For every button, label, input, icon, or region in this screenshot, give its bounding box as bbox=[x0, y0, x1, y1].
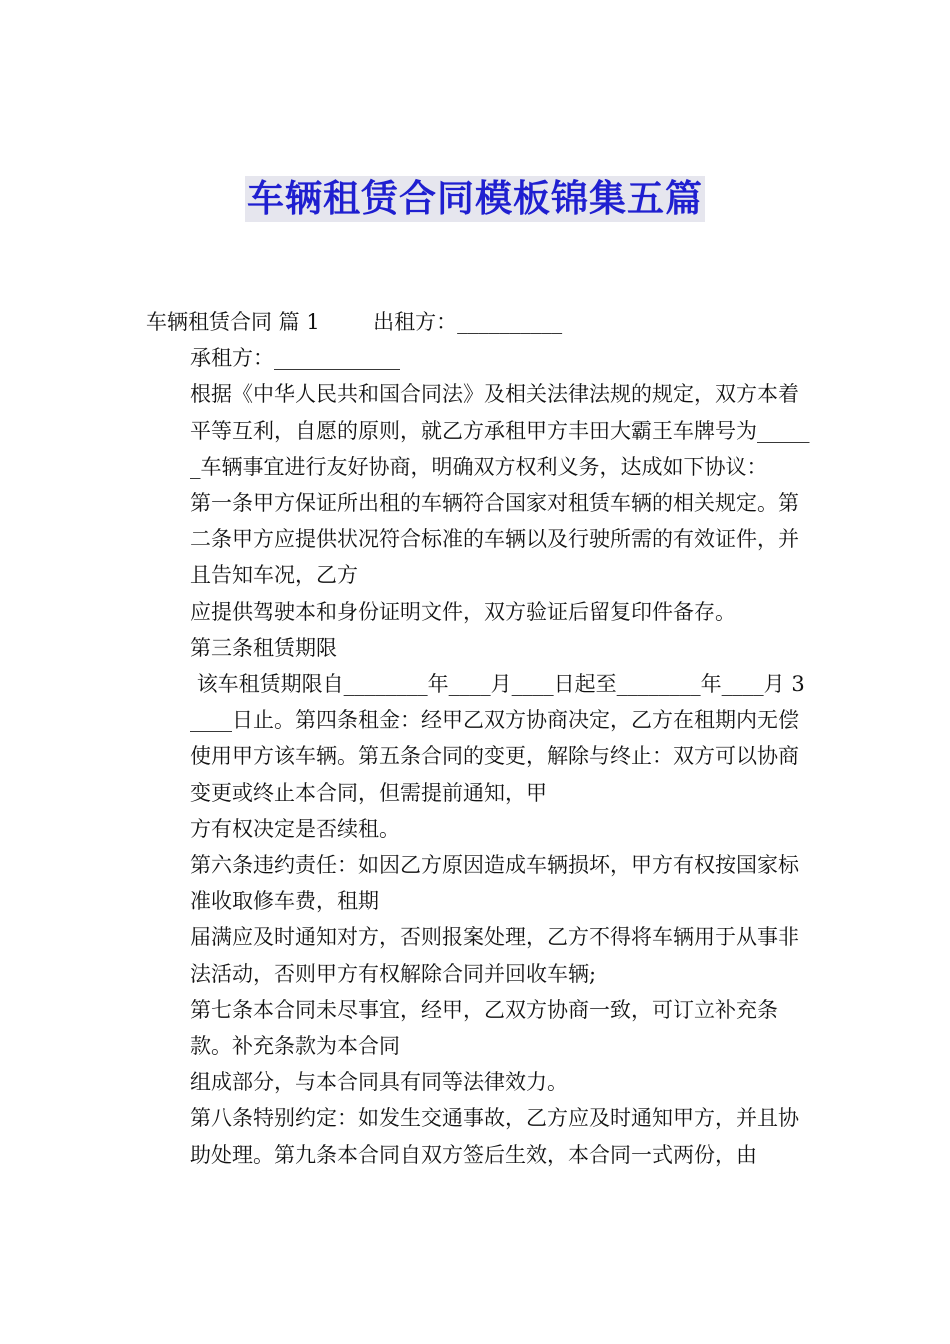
paragraph: 根据《中华人民共和国合同法》及相关法律法规的规定，双方本着平等互利，自愿的原则，就乙方承租甲方丰田大霸王车牌号为______车辆事宜进行友好协商，明确双方权利义务，达成如下协议： bbox=[190, 382, 810, 479]
paragraph: 第七条本合同未尽事宜，经甲，乙双方协商一致，可订立补充条款。补充条款为本合同 bbox=[190, 997, 778, 1059]
paragraph: 第一条甲方保证所出租的车辆符合国家对租赁车辆的相关规定。第二条甲方应提供状况符合标准的车辆以及行驶所需的有效证件，并且告知车况，乙方 bbox=[190, 491, 799, 588]
paragraph: 应提供驾驶本和身份证明文件，双方验证后留复印件备存。 bbox=[190, 599, 736, 624]
paragraph: 车辆租赁合同 篇 1 出租方：__________ bbox=[146, 310, 563, 334]
paragraph: 承租方：____________ bbox=[190, 346, 400, 371]
paragraph: 方有权决定是否续租。 bbox=[190, 816, 400, 841]
paragraph: 该车租赁期限自________年____月____日起至________年____月 3____日止。第四条租金：经甲乙双方协商决定，乙方在租期内无偿使用甲方该车辆。第五条合同的变更，解除与终止：双方可以协商变更或终止本合同，但需提前通知，甲 bbox=[190, 672, 805, 805]
document-body bbox=[146, 304, 814, 1173]
paragraph: 第八条特别约定：如发生交通事故，乙方应及时通知甲方，并且协助处理。第九条本合同自双方签后生效，本合同一式两份，由 bbox=[190, 1106, 799, 1167]
paragraph: 届满应及时通知对方，否则报案处理，乙方不得将车辆用于从事非法活动，否则甲方有权解除合同并回收车辆; bbox=[190, 925, 799, 986]
paragraph: 第三条租赁期限 bbox=[190, 635, 337, 660]
title-container bbox=[0, 176, 950, 222]
document-title: 车辆租赁合同模板锦集五篇 bbox=[247, 177, 703, 220]
paragraph: 第六条违约责任：如因乙方原因造成车辆损坏，甲方有权按国家标准收取修车费，租期 bbox=[190, 853, 799, 914]
paragraph: 组成部分，与本合同具有同等法律效力。 bbox=[190, 1070, 568, 1095]
